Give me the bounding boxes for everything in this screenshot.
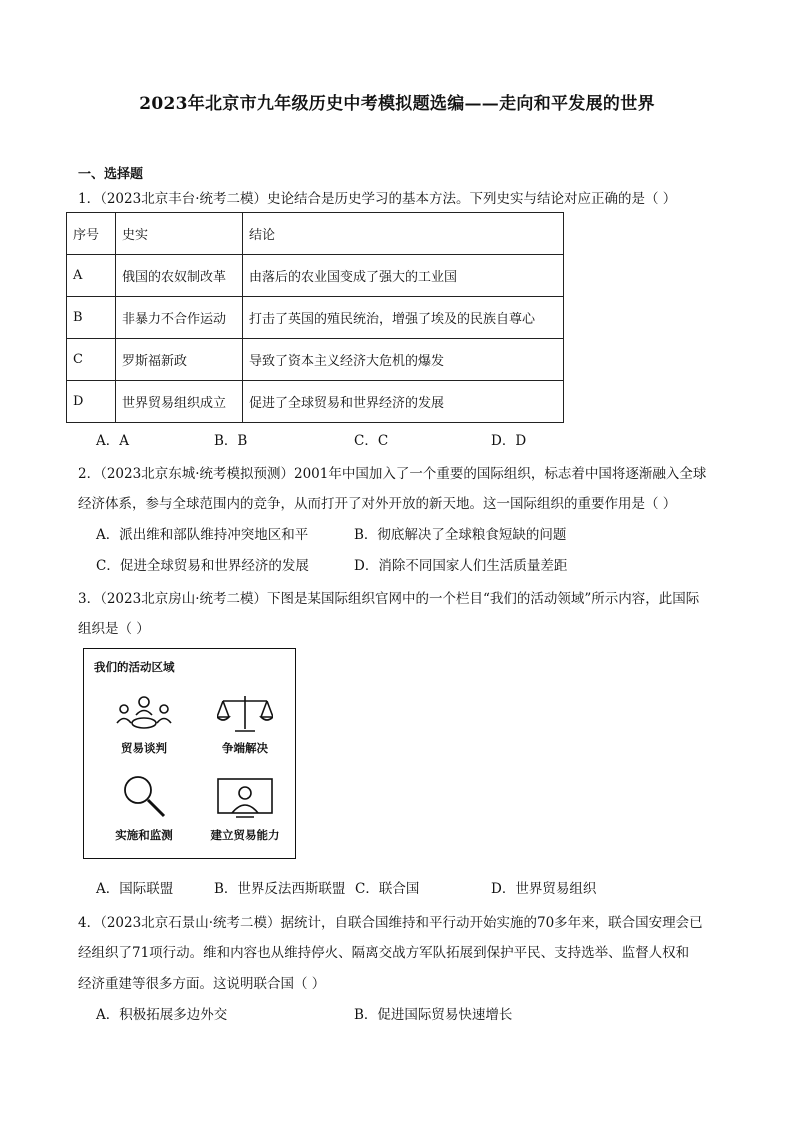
- figure-title: 我们的活动区域: [94, 660, 175, 674]
- q4-stem-line2: 经组织了71项行动。维和内容也从维持停火、隔离交战方军队拓展到保护平民、支持选举、监督人权和: [78, 945, 690, 961]
- q2-stem-line1: 2．（2023北京东城·统考模拟预测）2001年中国加入了一个重要的国际组织，标志着中国将逐渐融入全球: [78, 466, 707, 482]
- page-title: 2023年北京市九年级历史中考模拟题选编——走向和平发展的世界: [139, 94, 655, 114]
- table-cell: D: [67, 381, 116, 423]
- q4-stem-line3: 经济重建等很多方面。这说明联合国（ ）: [78, 976, 326, 992]
- q3-option-b[interactable]: B．世界反法西斯联盟: [214, 881, 346, 897]
- table-cell: 促进了全球贸易和世界经济的发展: [243, 381, 564, 423]
- q3-option-a[interactable]: A．国际联盟: [96, 881, 174, 897]
- figure-label-dispute-settlement: 争端解决: [222, 741, 268, 755]
- q3-option-d[interactable]: D．世界贸易组织: [491, 881, 597, 897]
- table-cell: B: [67, 297, 116, 339]
- q4-option-b[interactable]: B．促进国际贸易快速增长: [354, 1007, 513, 1023]
- table-header-cell: 序号: [67, 213, 116, 255]
- table-header-row: [67, 213, 564, 255]
- q1-stem: 1．（2023北京丰台·统考二模）史论结合是历史学习的基本方法。下列史实与结论对应正确的是（ ）: [78, 191, 677, 207]
- q2-option-b[interactable]: B．彻底解决了全球粮食短缺的问题: [354, 527, 567, 543]
- q1-option-c[interactable]: C．C: [354, 433, 389, 449]
- presenter-screen-icon: [216, 777, 274, 819]
- people-meeting-icon: [114, 693, 174, 733]
- q2-stem-line2: 经济体系，参与全球范围内的竞争，从而打开了对外开放的新天地。这一国际组织的重要作用是（ ）: [78, 496, 677, 512]
- table-cell: 非暴力不合作运动: [116, 297, 243, 339]
- table-row: [67, 381, 564, 423]
- magnifier-icon: [121, 773, 167, 819]
- table-cell: 世界贸易组织成立: [116, 381, 243, 423]
- table-row: [67, 255, 564, 297]
- table-header-cell: 结论: [243, 213, 564, 255]
- q1-option-b[interactable]: B．B: [214, 433, 248, 449]
- q1-option-a[interactable]: A．A: [96, 433, 129, 449]
- q4-option-a[interactable]: A．积极拓展多边外交: [96, 1007, 228, 1023]
- table-row: [67, 339, 564, 381]
- balance-scale-icon: [217, 693, 273, 735]
- table-cell: 罗斯福新政: [116, 339, 243, 381]
- table-row: [67, 297, 564, 339]
- table-cell: 俄国的农奴制改革: [116, 255, 243, 297]
- section-heading: 一、选择题: [78, 167, 144, 182]
- activity-figure: [83, 648, 296, 859]
- q2-option-c[interactable]: C．促进全球贸易和世界经济的发展: [96, 558, 309, 574]
- q1-table: [66, 212, 564, 423]
- q3-stem-line2: 组织是（ ）: [78, 621, 150, 637]
- table-cell: 打击了英国的殖民统治，增强了埃及的民族自尊心: [243, 297, 564, 339]
- q4-stem-line1: 4．（2023北京石景山·统考二模）据统计，自联合国维持和平行动开始实施的70多年来，联合国安理会已: [78, 915, 703, 931]
- table-cell: A: [67, 255, 116, 297]
- q3-stem-line1: 3．（2023北京房山·统考二模）下图是某国际组织官网中的一个栏目“我们的活动领域”所示内容，此国际: [78, 591, 700, 607]
- q3-option-c[interactable]: C．联合国: [355, 881, 420, 897]
- table-cell: 导致了资本主义经济大危机的爆发: [243, 339, 564, 381]
- figure-label-trade-negotiation: 贸易谈判: [121, 741, 167, 755]
- table-cell: C: [67, 339, 116, 381]
- q2-option-a[interactable]: A．派出维和部队维持冲突地区和平: [96, 527, 309, 543]
- table-header-cell: 史实: [116, 213, 243, 255]
- table-cell: 由落后的农业国变成了强大的工业国: [243, 255, 564, 297]
- q2-option-d[interactable]: D．消除不同国家人们生活质量差距: [354, 558, 568, 574]
- figure-label-implementation-monitoring: 实施和监测: [115, 828, 173, 842]
- q1-option-d[interactable]: D．D: [491, 433, 527, 449]
- figure-label-trade-capacity: 建立贸易能力: [210, 828, 280, 842]
